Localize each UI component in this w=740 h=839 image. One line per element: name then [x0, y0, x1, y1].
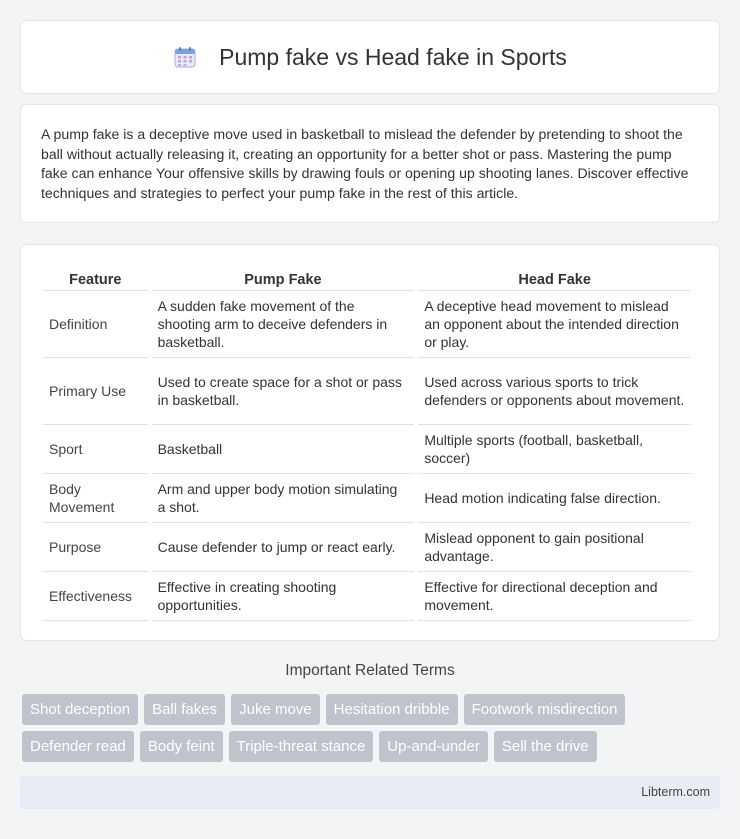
intro-card [20, 104, 720, 223]
related-term-tag[interactable]: Footwork misdirection [464, 694, 626, 725]
table-cell-pump-fake: Arm and upper body motion simulating a shot. [152, 474, 415, 523]
table-header-row [43, 265, 691, 291]
related-term-tag[interactable]: Ball fakes [144, 694, 225, 725]
table-row [43, 474, 691, 523]
table-row [43, 291, 691, 358]
related-term-tag[interactable]: Up-and-under [379, 731, 488, 762]
table-cell-pump-fake: Effective in creating shooting opportunities. [152, 572, 415, 621]
table-cell-pump-fake: A sudden fake movement of the shooting arm to deceive defenders in basketball. [152, 291, 415, 358]
table-cell-feature: Sport [43, 425, 148, 474]
table-cell-feature: Body Movement [43, 474, 148, 523]
header-head-fake: Head Fake [418, 265, 691, 291]
table-cell-feature: Purpose [43, 523, 148, 572]
footer [20, 776, 720, 809]
table-cell-head-fake: A deceptive head movement to mislead an opponent about the intended direction or play. [418, 291, 691, 358]
related-terms-title: Important Related Terms [285, 662, 455, 679]
related-term-tag[interactable]: Triple-threat stance [229, 731, 374, 762]
related-terms-list [22, 694, 722, 762]
footer-site-link[interactable]: Libterm.com [641, 785, 710, 799]
related-term-tag[interactable]: Shot deception [22, 694, 138, 725]
page-title: Pump fake vs Head fake in Sports [219, 43, 567, 70]
related-term-tag[interactable]: Body feint [140, 731, 223, 762]
comparison-table-card [20, 244, 720, 641]
comparison-table [39, 265, 695, 621]
calendar-icon [173, 45, 197, 69]
header-pump-fake: Pump Fake [152, 265, 415, 291]
header-feature: Feature [43, 265, 148, 291]
table-cell-pump-fake: Basketball [152, 425, 415, 474]
related-term-tag[interactable]: Hesitation dribble [326, 694, 458, 725]
table-cell-feature: Effectiveness [43, 572, 148, 621]
title-card [20, 20, 720, 94]
table-cell-head-fake: Head motion indicating false direction. [418, 474, 691, 523]
table-cell-head-fake: Effective for directional deception and movement. [418, 572, 691, 621]
related-term-tag[interactable]: Juke move [231, 694, 320, 725]
table-cell-feature: Definition [43, 291, 148, 358]
table-cell-pump-fake: Used to create space for a shot or pass in basketball. [152, 358, 415, 425]
related-term-tag[interactable]: Sell the drive [494, 731, 597, 762]
table-cell-head-fake: Multiple sports (football, basketball, soccer) [418, 425, 691, 474]
table-row [43, 425, 691, 474]
table-row [43, 523, 691, 572]
table-row [43, 358, 691, 425]
related-term-tag[interactable]: Defender read [22, 731, 134, 762]
table-row [43, 572, 691, 621]
table-cell-feature: Primary Use [43, 358, 148, 425]
table-cell-pump-fake: Cause defender to jump or react early. [152, 523, 415, 572]
intro-paragraph: A pump fake is a deceptive move used in basketball to mislead the defender by pretending to shoot the ball without actually releasing it, creating an opportunity for a better shot or pass. Mastering the pump fake can enhance Your offensive skills by drawing fouls or opening up shooting lanes. Discover effective techniques and strategies to perfect your pump fake in the rest of this article. [41, 126, 689, 201]
table-cell-head-fake: Mislead opponent to gain positional advantage. [418, 523, 691, 572]
table-cell-head-fake: Used across various sports to trick defenders or opponents about movement. [418, 358, 691, 425]
